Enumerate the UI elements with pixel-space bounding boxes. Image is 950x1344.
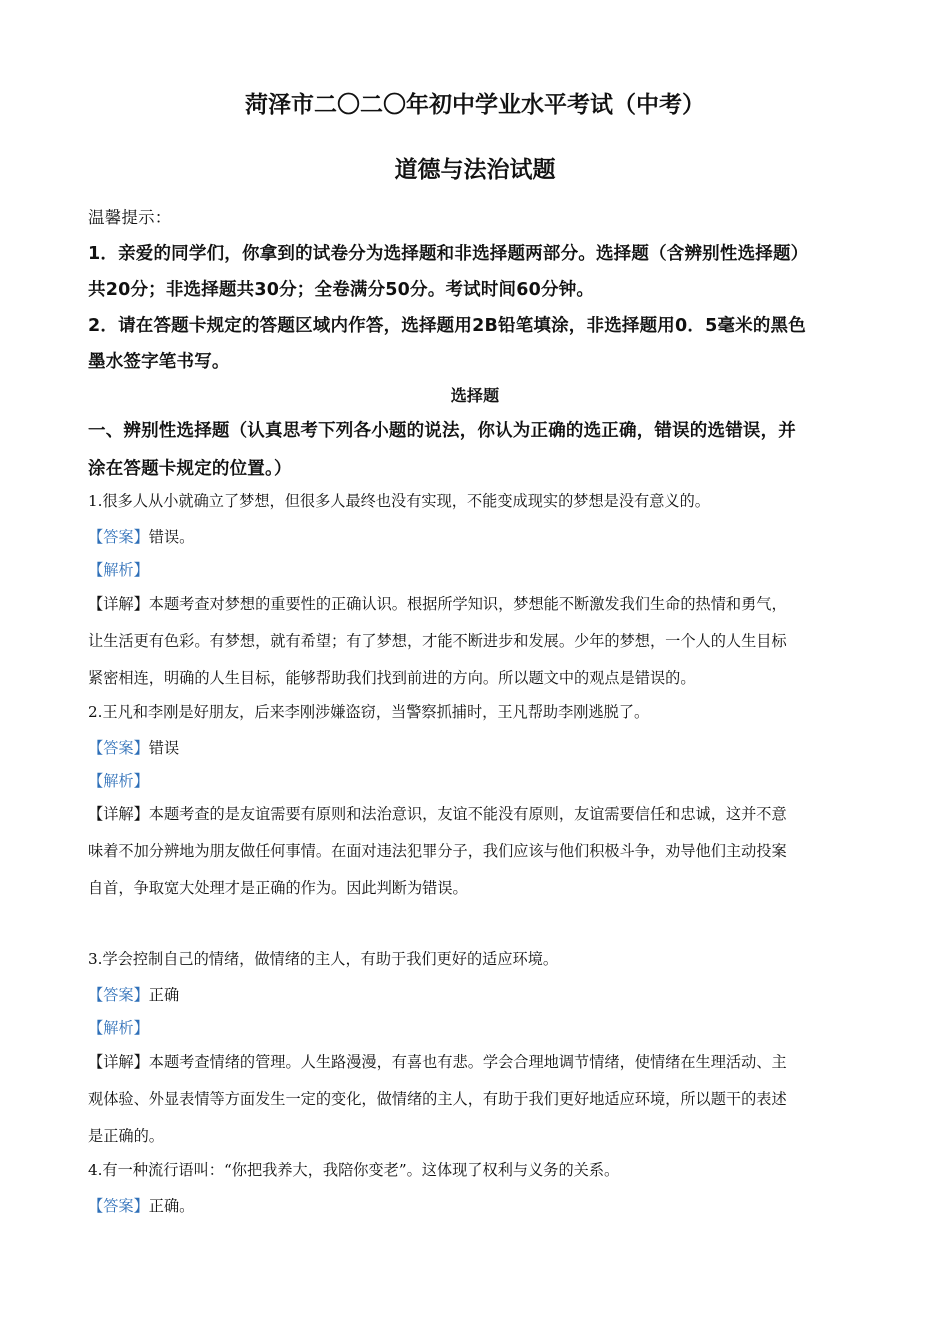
detail-text: 本题考查对梦想的重要性的正确认识。根据所学知识，梦想能不断激发我们生命的热情和勇气， [148, 595, 787, 613]
exam-subject-title: 道德与法治试题 [394, 157, 556, 183]
question-1-analysis-tag: 【解析】 [88, 561, 149, 579]
notice-item-2-line-1: 2．请在答题卡规定的答题区域内作答，选择题用2B铅笔填涂，非选择题用0．5毫米的黑色 [88, 316, 806, 336]
question-1-detail-line-2: 让生活更有色彩。有梦想，就有希望；有了梦想，才能不断进步和发展。少年的梦想，一个人的人生目标 [88, 632, 787, 650]
question-1-answer [88, 526, 194, 547]
question-2-detail-line-2: 味着不加分辨地为朋友做任何事情。在面对违法犯罪分子，我们应该与他们积极斗争，劝导他们主动投案 [88, 842, 787, 860]
question-4-stem: 4.有一种流行语叫：“你把我养大，我陪你变老”。这体现了权利与义务的关系。 [88, 1161, 620, 1179]
question-3-detail-line-2: 观体验、外显表情等方面发生一定的变化，做情绪的主人，有助于我们更好地适应环境，所以题干的表述 [88, 1090, 787, 1108]
detail-text: 本题考查情绪的管理。人生路漫漫，有喜也有悲。学会合理地调节情绪，使情绪在生理活动、主 [148, 1053, 787, 1071]
section-title: 选择题 [450, 386, 500, 405]
part1-instructions-line-2: 涂在答题卡规定的位置。） [88, 459, 292, 479]
notice-item-2-line-2: 墨水签字笔书写。 [88, 352, 230, 372]
notice-item-1-line-2: 共20分；非选择题共30分；全卷满分50分。考试时间60分钟。 [88, 280, 595, 300]
question-2-analysis-tag: 【解析】 [88, 772, 149, 790]
notice-heading: 温馨提示： [88, 208, 172, 227]
answer-tag: 【答案】 [88, 739, 149, 757]
detail-tag: 【详解】 [88, 805, 149, 823]
detail-tag: 【详解】 [88, 595, 149, 613]
detail-tag: 【详解】 [88, 1053, 149, 1071]
question-3-detail-line-3: 是正确的。 [88, 1127, 164, 1145]
answer-tag: 【答案】 [88, 528, 149, 546]
detail-text: 本题考查的是友谊需要有原则和法治意识，友谊不能没有原则，友谊需要信任和忠诚，这并不意 [148, 805, 787, 823]
part1-instructions-line-1: 一、辨别性选择题（认真思考下列各小题的说法，你认为正确的选正确，错误的选错误，并 [88, 421, 796, 441]
question-3-analysis-tag: 【解析】 [88, 1019, 149, 1037]
question-2-detail-line-1 [88, 803, 787, 824]
answer-value: 错误。 [148, 528, 195, 546]
question-2-detail-line-3: 自首，争取宽大处理才是正确的作为。因此判断为错误。 [88, 879, 468, 897]
question-2-answer [88, 737, 179, 758]
notice-item-1-line-1: 1．亲爱的同学们，你拿到的试卷分为选择题和非选择题两部分。选择题（含辨别性选择题） [88, 244, 809, 264]
question-1-stem: 1.很多人从小就确立了梦想，但很多人最终也没有实现，不能变成现实的梦想是没有意义的。 [88, 492, 710, 510]
question-4-answer [88, 1195, 194, 1216]
answer-tag: 【答案】 [88, 986, 149, 1004]
answer-value: 正确。 [148, 1197, 195, 1215]
question-3-stem: 3.学会控制自己的情绪，做情绪的主人，有助于我们更好的适应环境。 [88, 950, 559, 968]
exam-title: 菏泽市二〇二〇年初中学业水平考试（中考） [245, 92, 705, 118]
question-1-detail-line-3: 紧密相连，明确的人生目标，能够帮助我们找到前进的方向。所以题文中的观点是错误的。 [88, 669, 696, 687]
answer-tag: 【答案】 [88, 1197, 149, 1215]
question-2-stem: 2.王凡和李刚是好朋友，后来李刚涉嫌盗窃，当警察抓捕时，王凡帮助李刚逃脱了。 [88, 703, 650, 721]
answer-value: 错误 [148, 739, 180, 757]
question-3-answer [88, 984, 179, 1005]
question-3-detail-line-1 [88, 1051, 787, 1072]
answer-value: 正确 [148, 986, 180, 1004]
question-1-detail-line-1 [88, 593, 787, 614]
